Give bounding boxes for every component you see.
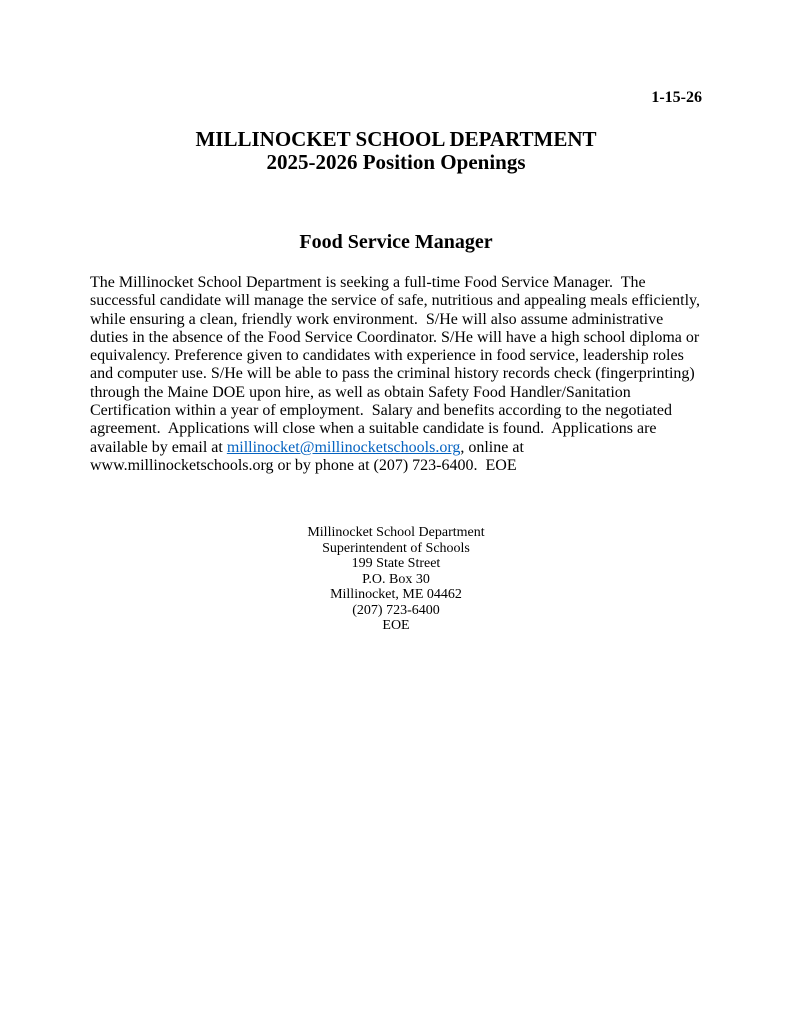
job-description-text-before-link: The Millinocket School Department is seeking a full-time Food Service Manager. The successful candidate will manage the service of safe, nutritious and appealing meals efficiently, while ensuring a clean, friendly work environment. S/He will also assume administrative duties in the absence of the Food Service Coordinator. S/He will have a high school diploma or equivalency. Preference given to candidates with experience in food service, leadership roles and computer use. S/He will be able to pass the criminal history records check (fingerprinting) through the Maine DOE upon hire, as well as obtain Safety Food Handler/Sanitation Certification within a year of employment. Salary and benefits according to the negotiated agreement. Applications will close when a suitable candidate is found. Applications are available by email at bbox=[90, 274, 704, 456]
document-title-line1: MILLINOCKET SCHOOL DEPARTMENT bbox=[195, 127, 597, 151]
contact-line-pobox: P.O. Box 30 bbox=[362, 571, 430, 587]
contact-address-block bbox=[90, 525, 702, 634]
job-description-paragraph bbox=[90, 274, 702, 475]
contact-line-city-state: Millinocket, ME 04462 bbox=[330, 587, 462, 603]
document-date: 1-15-26 bbox=[651, 89, 702, 106]
contact-line-phone: (207) 723-6400 bbox=[352, 602, 440, 618]
contact-line-eoe: EOE bbox=[382, 618, 410, 634]
document-title-line2: 2025-2026 Position Openings bbox=[266, 150, 526, 174]
job-description-text-after-link: , online at www.millinocketschools.org or by phone at (207) 723-6400. EOE bbox=[90, 438, 528, 474]
document-title-block bbox=[90, 128, 702, 174]
contact-line-department: Millinocket School Department bbox=[307, 525, 485, 541]
contact-line-street: 199 State Street bbox=[351, 556, 441, 572]
email-link[interactable]: millinocket@millinocketschools.org bbox=[226, 438, 461, 456]
position-heading: Food Service Manager bbox=[299, 231, 493, 253]
contact-line-superintendent: Superintendent of Schools bbox=[322, 540, 470, 556]
